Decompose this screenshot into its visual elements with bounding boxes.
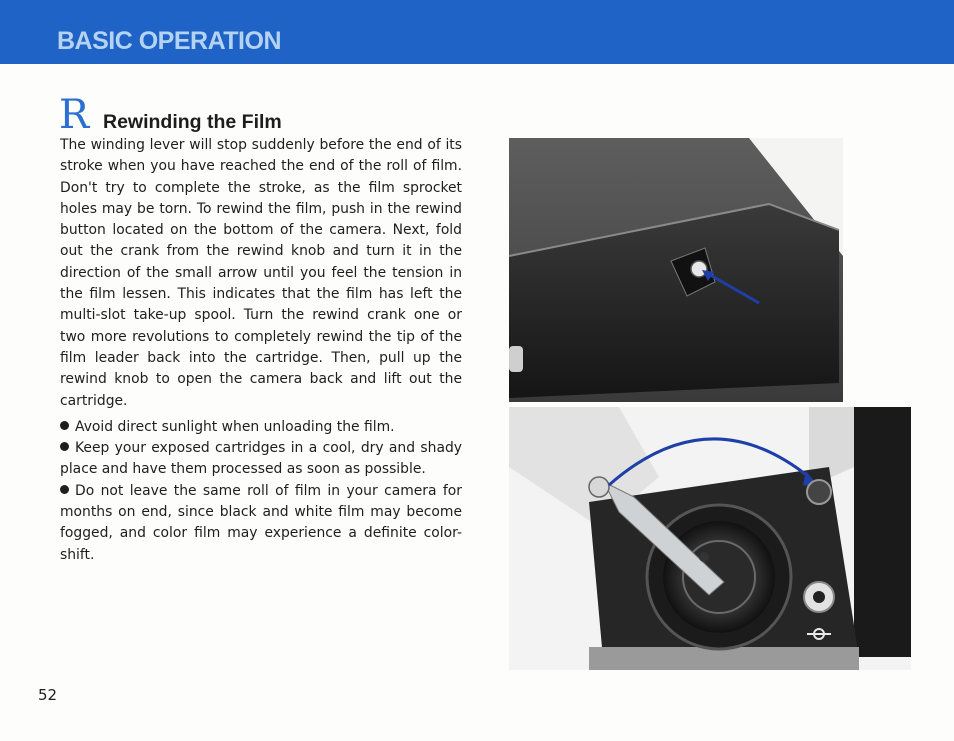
camera-bottom-illustration: [509, 138, 843, 402]
section-letter: R: [59, 92, 90, 138]
rewind-crank-illustration: [509, 407, 911, 670]
bullet-text: Avoid direct sunlight when unloading the film.: [75, 418, 395, 435]
photo-rewind-button: [509, 138, 843, 402]
bullet-item: [60, 438, 462, 481]
bullet-item: [60, 481, 462, 566]
body-text: [60, 135, 462, 566]
bullet-dot-icon: [60, 485, 69, 494]
bullet-dot-icon: [60, 442, 69, 451]
bullet-text: Do not leave the same roll of film in your camera for months on end, since black and white film may become fogged, and color film may experience a definite color-shift.: [60, 482, 462, 563]
body-paragraph: The winding lever will stop suddenly before the end of its stroke when you have reached the end of the roll of film. Don't try to complete the stroke, as the film sprocket holes may be torn. To rewind the film, push in the rewind button located on the bottom of the camera. Next, fold out the crank from the rewind knob and turn it in the direction of the small arrow until you feel the tension in the film lessen. This indicates that the film has left the multi-slot take-up spool. Turn the rewind crank one or two more revolutions to completely rewind the tip of the film leader back into the cartridge. Then, pull up the rewind knob to open the camera back and lift out the cartridge.: [60, 137, 462, 409]
page-number: 52: [38, 686, 58, 704]
bullet-dot-icon: [60, 421, 69, 430]
section-title: BASIC OPERATION: [57, 27, 281, 55]
photo-rewind-crank: [509, 407, 911, 670]
section-heading: Rewinding the Film: [103, 111, 282, 133]
bullet-text: Keep your exposed cartridges in a cool, dry and shady place and have them processed as soon as possible.: [60, 440, 462, 478]
bullet-item: [60, 417, 462, 438]
